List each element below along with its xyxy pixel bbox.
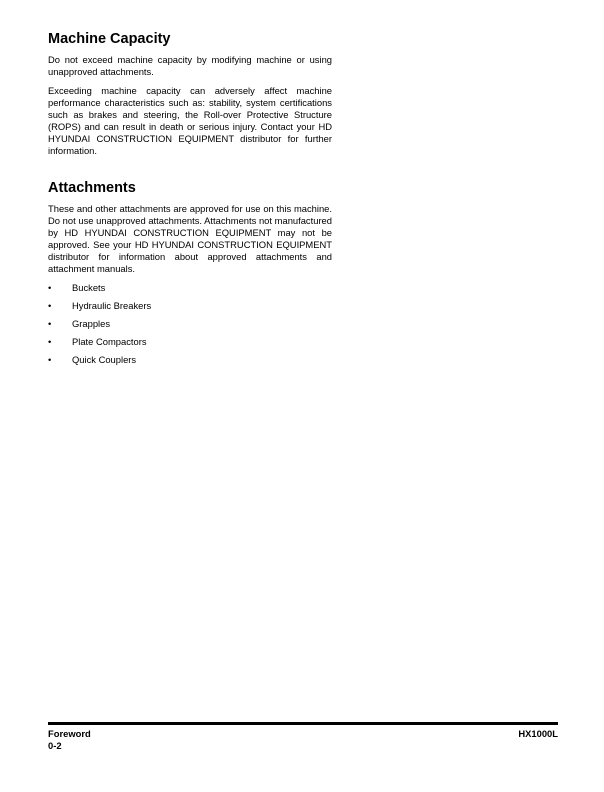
list-item (48, 318, 332, 330)
machine-capacity-paragraph-2: Exceeding machine capacity can adversely affect machine performance characteristics such as: stability, system certifications such as brakes and steering, the Roll-over Protective Structure (ROPS) and can result in death or serious injury. Contact your HD HYUNDAI CONSTRUCTION EQUIPMENT distributor for further information. (48, 85, 332, 156)
attachments-heading: Attachments (48, 180, 136, 196)
footer-section-name: Foreword (48, 728, 91, 739)
attachments-section (48, 179, 332, 366)
bullet-icon: • (48, 318, 52, 329)
list-item-label: Hydraulic Breakers (72, 300, 152, 311)
machine-capacity-section (48, 30, 332, 157)
footer-page-number: 0-2 (48, 740, 62, 751)
attachments-list (48, 282, 332, 366)
footer-model: HX1000L (518, 728, 558, 739)
footer-left (48, 728, 91, 752)
list-item-label: Plate Compactors (72, 336, 147, 347)
bullet-icon: • (48, 300, 52, 311)
page-content (48, 30, 332, 372)
list-item-label: Quick Couplers (72, 354, 137, 365)
list-item-label: Buckets (72, 282, 106, 293)
machine-capacity-paragraph-1: Do not exceed machine capacity by modifying machine or using unapproved attachments. (48, 54, 332, 77)
bullet-icon: • (48, 336, 52, 347)
list-item (48, 354, 332, 366)
footer-divider (48, 722, 558, 725)
list-item (48, 300, 332, 312)
machine-capacity-heading: Machine Capacity (48, 31, 171, 47)
bullet-icon: • (48, 354, 52, 365)
list-item (48, 282, 332, 294)
list-item-label: Grapples (72, 318, 111, 329)
attachments-paragraph: These and other attachments are approved for use on this machine. Do not use unapproved attachments. Attachments not manufactured by HD HYUNDAI CONSTRUCTION EQUIPMENT may not be approved. See your HD HYUNDAI CONSTRUCTION EQUIPMENT distributor for information about approved attachments and attachment manuals. (48, 203, 332, 274)
bullet-icon: • (48, 282, 52, 293)
list-item (48, 336, 332, 348)
